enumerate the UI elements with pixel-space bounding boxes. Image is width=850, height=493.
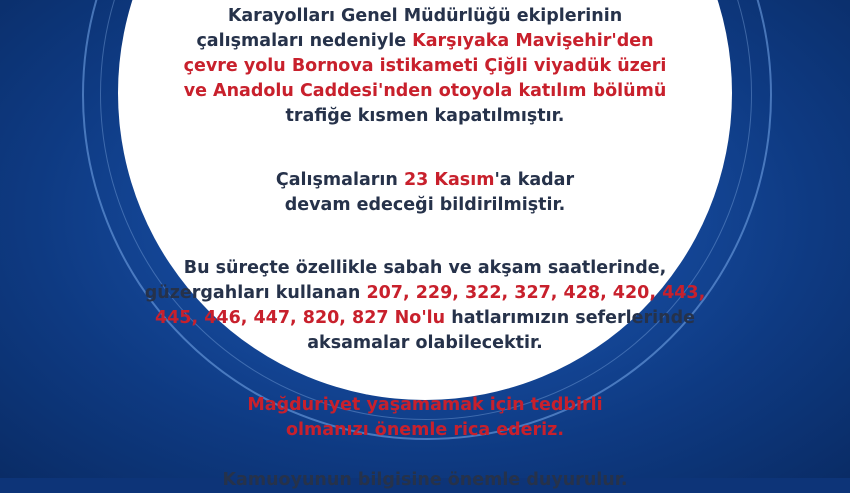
text-segment: güzergahları kullanan bbox=[144, 283, 367, 303]
highlight-request: olmanızı önemle rica ederiz. bbox=[286, 420, 564, 440]
text-line: Karayolları Genel Müdürlüğü ekiplerinin bbox=[227, 6, 623, 26]
text-segment: hatlarımızın seferlerinde bbox=[445, 308, 696, 328]
text-segment: çalışmaları nedeniyle bbox=[196, 31, 413, 51]
text-line bbox=[125, 29, 725, 54]
highlight-bus-lines: 445, 446, 447, 820, 827 No'lu bbox=[154, 308, 446, 328]
text-line: Kamuoyunun bilgisine önemle duyurulur. bbox=[222, 470, 628, 490]
highlight-request: Mağduriyet yaşamamak için tedbirli bbox=[247, 395, 603, 415]
text-segment: Çalışmaların bbox=[275, 170, 404, 190]
text-line bbox=[125, 281, 725, 306]
paragraph-footer bbox=[125, 468, 725, 493]
highlight-location: Karşıyaka Mavişehir'den bbox=[412, 31, 654, 51]
paragraph-duration bbox=[125, 168, 725, 218]
text-line bbox=[125, 306, 725, 331]
paragraph-request bbox=[125, 393, 725, 443]
text-segment: 'a kadar bbox=[494, 170, 575, 190]
text-line: Bu süreçte özellikle sabah ve akşam saatlerinde, bbox=[183, 258, 667, 278]
highlight-bus-lines: 207, 229, 322, 327, 428, 420, 443, bbox=[366, 283, 706, 303]
highlight-location: çevre yolu Bornova istikameti Çiğli viyadük üzeri bbox=[183, 56, 667, 76]
highlight-date: 23 Kasım bbox=[403, 170, 495, 190]
text-line: devam edeceği bildirilmiştir. bbox=[284, 195, 566, 215]
text-line bbox=[125, 168, 725, 193]
highlight-location: ve Anadolu Caddesi'nden otoyola katılım bölümü bbox=[183, 81, 667, 101]
paragraph-closure bbox=[125, 4, 725, 129]
paragraph-affected-lines bbox=[125, 256, 725, 356]
text-line: aksamalar olabilecektir. bbox=[307, 333, 543, 353]
text-line: trafiğe kısmen kapatılmıştır. bbox=[285, 106, 565, 126]
